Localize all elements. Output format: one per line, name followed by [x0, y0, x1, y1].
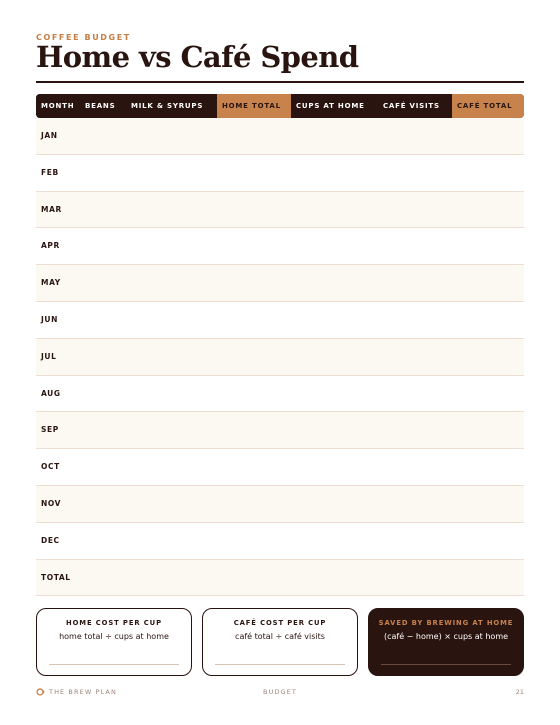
table-row[interactable]	[36, 412, 524, 449]
table-row[interactable]	[36, 302, 524, 339]
card-answer-line[interactable]	[381, 664, 511, 665]
month-label: JUN	[41, 314, 58, 324]
card-formula: café total ÷ café visits	[235, 632, 325, 641]
summary-cards	[36, 608, 524, 676]
home-cost-per-cup-card	[36, 608, 192, 676]
budget-page	[36, 0, 524, 725]
table-row[interactable]	[36, 376, 524, 413]
column-header-cafe-total: CAFÉ TOTAL	[452, 94, 524, 118]
card-formula: home total ÷ cups at home	[59, 632, 169, 641]
eyebrow-label: COFFEE BUDGET	[36, 33, 131, 42]
title-divider	[36, 81, 524, 83]
column-header-cafe-visits: CAFÉ VISITS	[378, 94, 452, 118]
table-row[interactable]	[36, 265, 524, 302]
saved-by-brewing-card	[368, 608, 524, 676]
month-label: NOV	[41, 498, 62, 508]
page-number: 21	[515, 688, 524, 696]
table-body	[36, 118, 524, 596]
column-header-cups-at-home: CUPS AT HOME	[291, 94, 378, 118]
page-title: Home vs Café Spend	[36, 40, 359, 74]
table-row[interactable]	[36, 523, 524, 560]
month-label: MAR	[41, 204, 62, 214]
table-row[interactable]	[36, 118, 524, 155]
table-row[interactable]	[36, 155, 524, 192]
table-row[interactable]	[36, 339, 524, 376]
column-header-home-total: HOME TOTAL	[217, 94, 291, 118]
month-label: TOTAL	[41, 572, 71, 582]
page-footer	[36, 686, 524, 700]
month-label: MAY	[41, 278, 61, 288]
column-header-beans: BEANS	[80, 94, 126, 118]
cafe-cost-per-cup-card	[202, 608, 358, 676]
table-row[interactable]	[36, 449, 524, 486]
card-title: HOME COST PER CUP	[66, 619, 162, 627]
card-answer-line[interactable]	[49, 664, 179, 665]
footer-section: BUDGET	[263, 688, 297, 696]
month-label: OCT	[41, 462, 60, 472]
card-title: SAVED BY BREWING AT HOME	[378, 619, 514, 627]
table-row[interactable]	[36, 192, 524, 229]
card-answer-line[interactable]	[215, 664, 345, 665]
table-row[interactable]	[36, 228, 524, 265]
table-header	[36, 94, 524, 118]
table-row[interactable]	[36, 560, 524, 597]
column-header-month: MONTH	[36, 94, 80, 118]
month-label: AUG	[41, 388, 61, 398]
month-label: SEP	[41, 425, 59, 435]
month-label: JAN	[41, 131, 58, 140]
table-row[interactable]	[36, 486, 524, 523]
card-title: CAFÉ COST PER CUP	[233, 619, 327, 627]
budget-table	[36, 94, 524, 596]
column-header-milk-syrups: MILK & SYRUPS	[126, 94, 217, 118]
footer-brand: THE BREW PLAN	[49, 688, 117, 696]
month-label: FEB	[41, 167, 59, 177]
month-label: APR	[41, 241, 60, 251]
card-formula: (café − home) × cups at home	[383, 632, 509, 641]
month-label: JUL	[41, 351, 57, 361]
month-label: DEC	[41, 535, 60, 545]
